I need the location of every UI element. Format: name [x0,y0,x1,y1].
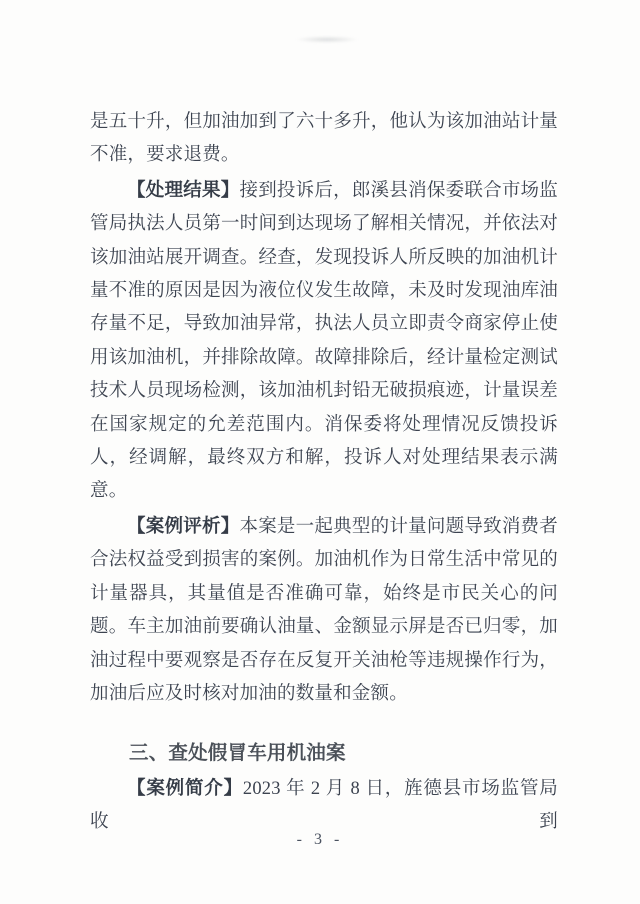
paragraph-handling-result [90,173,558,509]
paragraph-case-intro [90,771,558,840]
paragraph-case-analysis [90,509,558,711]
paragraph-continuation [90,106,558,173]
page-number: - 3 - [296,831,344,848]
document-content [90,106,558,840]
paragraph-lead-label: 【处理结果】 [127,178,240,200]
paragraph-text: 接到投诉后，郎溪县消保委联合市场监管局执法人员第一时间到达现场了解相关情况，并依法对该加油站展开调查。经查，发现投诉人所反映的加油机计量不准的原因是因为液位仪发生故障，未及时发现油库油存量不足，导致加油异常，执法人员立即责令商家停止使用该加油机，并排除故障。故障排除后，经计量检定测试技术人员现场检测，该加油机封铅无破损痕迹，计量误差在国家规定的允差范围内。消保委将处理情况反馈投诉人，经调解，最终双方和解，投诉人对处理结果表示满意。 [90,180,559,502]
paragraph-text: 本案是一起典型的计量问题导致消费者合法权益受到损害的案例。加油机作为日常生活中常见的计量器具，其量值是否准确可靠，始终是市民关心的问题。车主加油前要确认油量、金额显示屏是否已归零，加油过程中要观察是否存在反复开关油枪等违规操作行为，加油后应及时核对加油的数量和金额。 [90,516,559,704]
paragraph-lead-label: 【案例简介】 [127,776,243,798]
paragraph-text: 2023 年 2 月 8 日，旌德县市场监管局收到 [90,778,558,833]
section-heading: 三、查处假冒车用机油案 [129,742,346,765]
scan-artifact [295,36,359,43]
paragraph-lead-label: 【案例评析】 [127,514,240,536]
paragraph-text: 是五十升，但加油加到了六十多升，他认为该加油站计量不准，要求退费。 [90,112,558,166]
